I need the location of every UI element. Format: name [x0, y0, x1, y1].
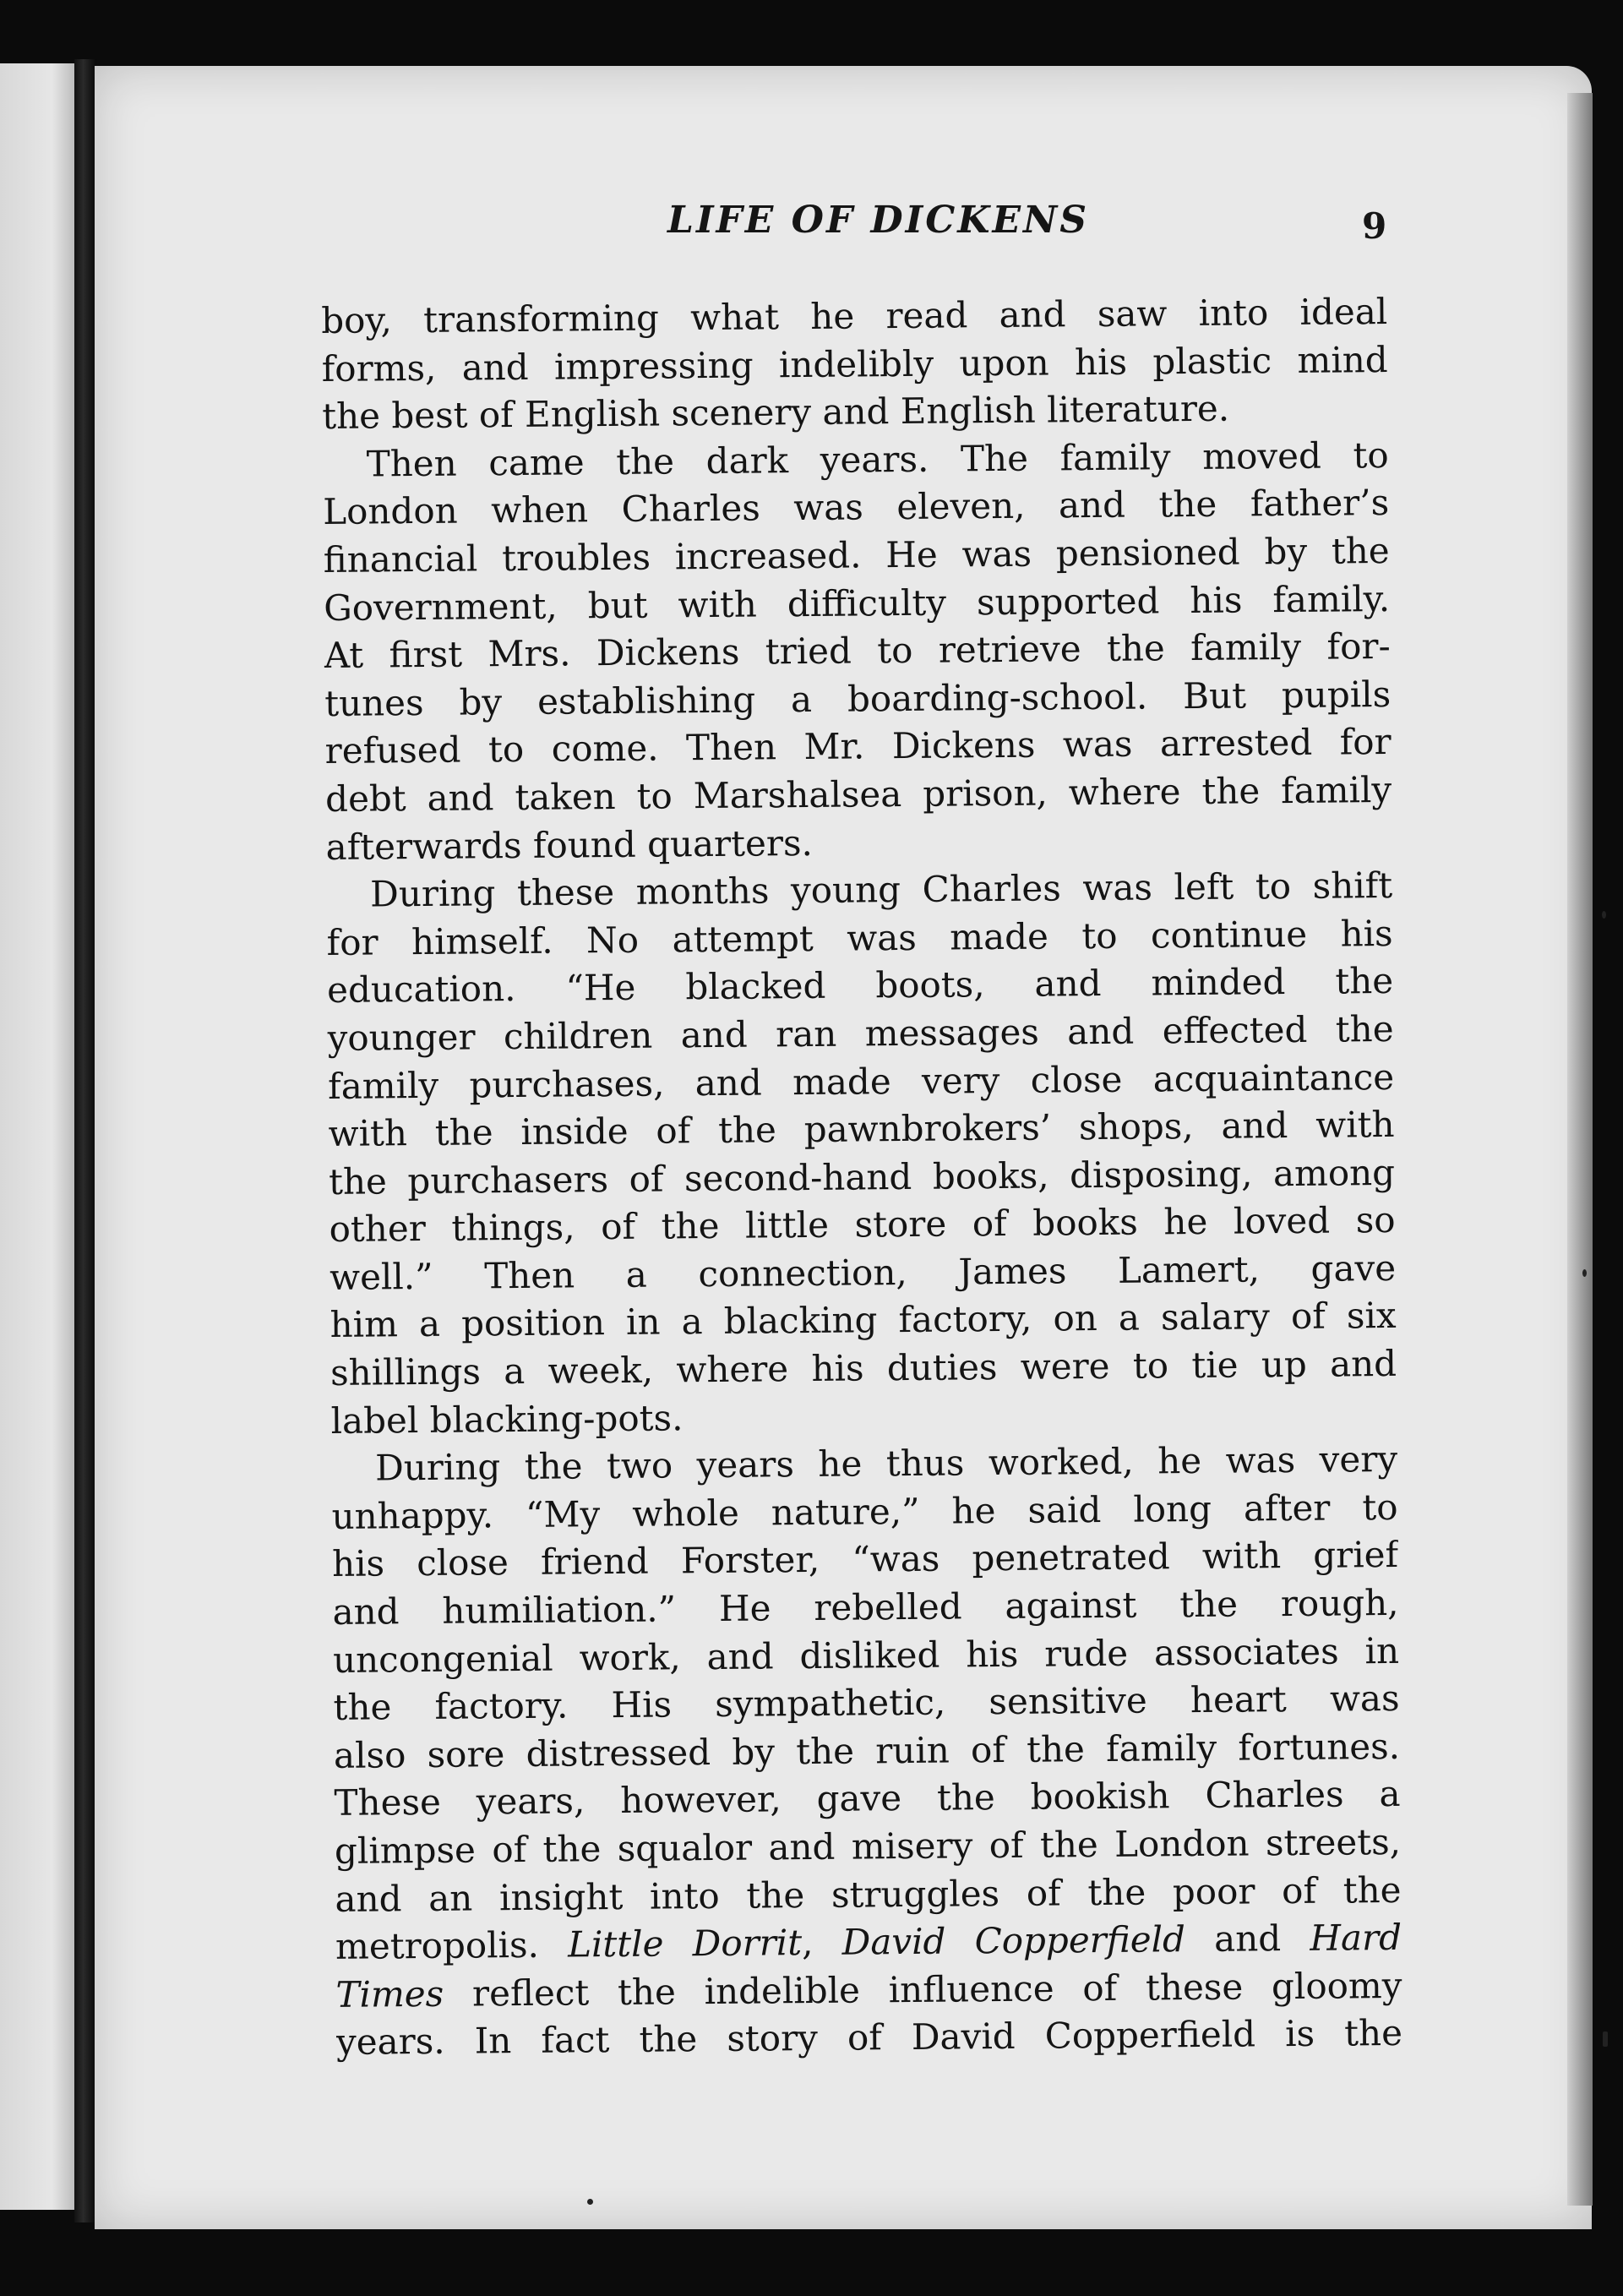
book-title-little-dorrit: Little Dorrit — [567, 1922, 803, 1966]
text-line: younger children and ran messages and effected the — [327, 1007, 1394, 1059]
body-text — [321, 288, 1402, 2067]
text-line: shillings a week, where his duties were to tie up and — [330, 1343, 1397, 1394]
text-line: also sore distressed by the ruin of the family fortunes. — [333, 1725, 1401, 1776]
paper-speck — [587, 2199, 593, 2205]
text-line: label blacking-pots. — [330, 1396, 684, 1442]
running-title: LIFE OF DICKENS — [667, 199, 1090, 242]
text-line: During these months young Charles was left to shift — [369, 864, 1393, 915]
text-line: During the two years he thus worked, he was very — [374, 1438, 1398, 1489]
paper-speck — [1582, 1269, 1587, 1277]
book-binding-gutter — [74, 59, 96, 2222]
text-line: education. “He blacked boots, and minded the — [326, 960, 1394, 1012]
text-line: glimpse of the squalor and misery of the London streets, — [334, 1820, 1402, 1872]
text-fragment: and — [1185, 1917, 1310, 1961]
text-line: him a position in a blacking factory, on a salary of six — [330, 1295, 1397, 1346]
text-line: financial troubles increased. He was pensioned by the — [323, 529, 1390, 581]
text-line: At first Mrs. Dickens tried to retrieve the family for- — [324, 625, 1391, 677]
text-line: for himself. No attempt was made to continue his — [326, 912, 1393, 963]
paper-speck — [1602, 911, 1606, 919]
paper-speck — [1603, 2031, 1608, 2047]
text-line: other things, of the little store of books he loved so — [329, 1199, 1396, 1251]
text-line: the factory. His sympathetic, sensitive heart was — [333, 1677, 1400, 1729]
text-line: and an insight into the struggles of the poor of the — [335, 1868, 1402, 1920]
paragraph-lines — [321, 288, 1402, 1923]
book-title-david-copperfield: David Copperfield — [841, 1918, 1186, 1963]
text-line: afterwards found quarters. — [325, 821, 814, 868]
text-line: and humiliation.” He rebelled against the rough, — [332, 1581, 1399, 1633]
text-line: tunes by establishing a boarding-school. But pupils — [324, 673, 1392, 724]
text-line: family purchases, and made very close acquaintance — [327, 1055, 1395, 1107]
text-fragment: , — [801, 1921, 842, 1964]
text-line-final: years. In fact the story of David Copperfield is the — [335, 2012, 1403, 2064]
text-line: with the inside of the pawnbrokers’ shops, and with — [328, 1104, 1395, 1155]
text-line: Government, but with difficulty supported his family. — [323, 577, 1391, 629]
text-line: well.” Then a connection, James Lamert, gave — [329, 1246, 1397, 1298]
book-title-hard-times-part: Hard — [1310, 1917, 1402, 1960]
text-line: uncongenial work, and disliked his rude associates in — [332, 1629, 1400, 1681]
page-number: 9 — [1362, 205, 1387, 247]
page-fore-edge — [1567, 93, 1593, 2206]
text-line: debt and taken to Marshalsea prison, where the family — [324, 768, 1392, 820]
text-line: Then came the dark years. The family moved to — [366, 434, 1389, 485]
text-line: refused to come. Then Mr. Dickens was arrested for — [324, 721, 1392, 772]
text-line: London when Charles was eleven, and the father’s — [323, 482, 1390, 533]
text-line: boy, transforming what he read and saw into ideal — [321, 290, 1388, 341]
text-line: unhappy. “My whole nature,” he said long after to — [331, 1486, 1398, 1537]
text-fragment: metropolis. — [335, 1923, 569, 1968]
book-title-hard-times-cont: Times — [335, 1972, 444, 2015]
text-fragment: reflect the indelible influence of these gloomy — [443, 1964, 1402, 2015]
text-line: forms, and impressing indelibly upon his plastic mind — [321, 338, 1388, 390]
text-line: These years, however, gave the bookish Charles a — [334, 1773, 1401, 1824]
text-line: the best of English scenery and English literature. — [322, 387, 1230, 438]
text-line: the purchasers of second-hand books, disposing, among — [328, 1151, 1396, 1203]
previous-page-edge — [0, 63, 74, 2210]
text-line: his close friend Forster, “was penetrated with grief — [331, 1534, 1399, 1585]
